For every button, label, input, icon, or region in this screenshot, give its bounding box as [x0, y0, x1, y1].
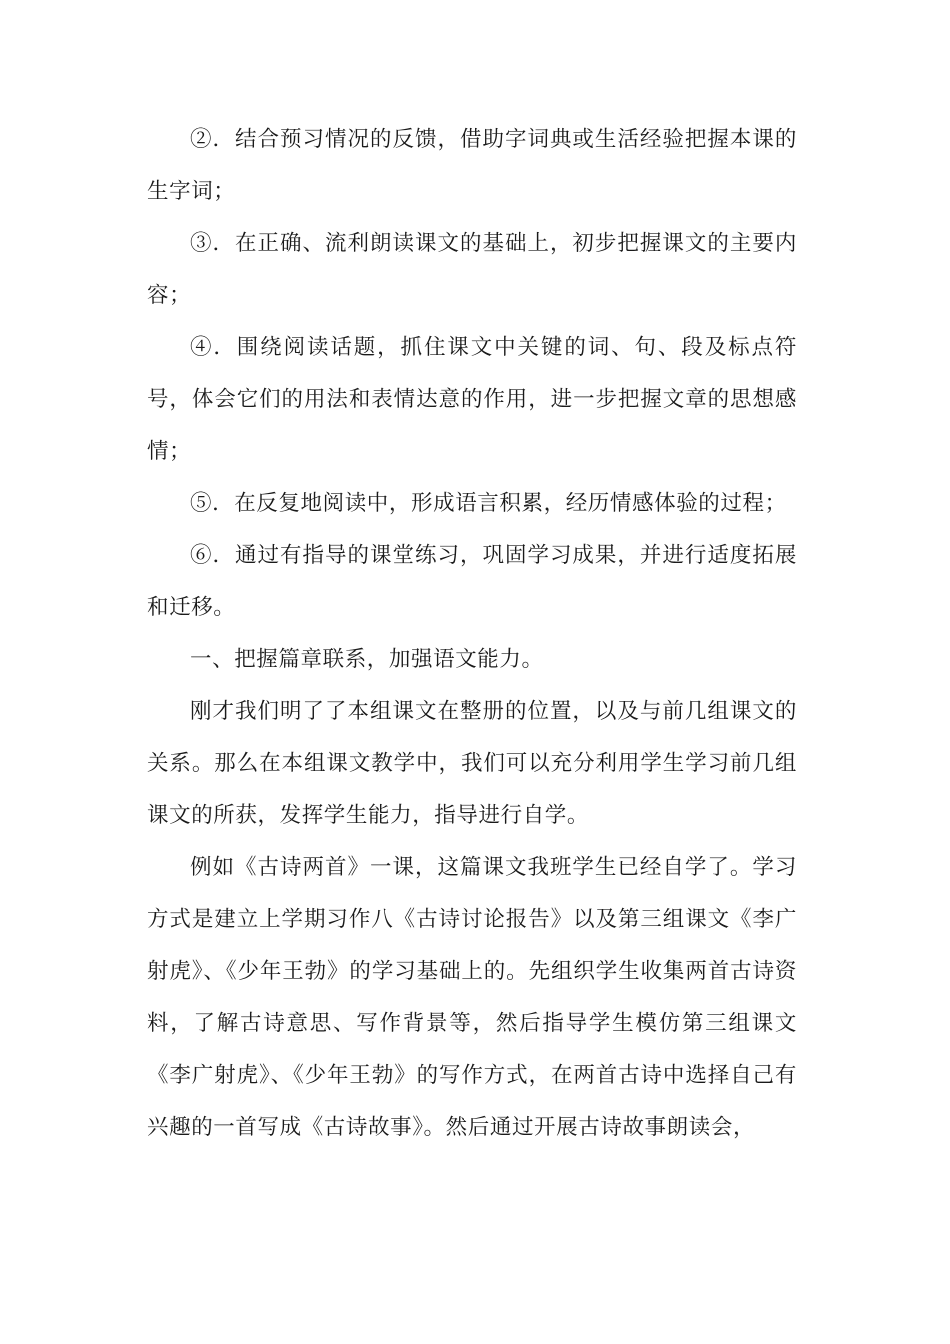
paragraph-objective-2: ②．结合预习情况的反馈，借助字词典或生活经验把握本课的生字词； — [147, 127, 797, 204]
section-heading: 一、把握篇章联系，加强语文能力。 — [190, 647, 544, 672]
paragraph-objective-6: ⑥．通过有指导的课堂练习，巩固学习成果，并进行适度拓展和迁移。 — [147, 543, 797, 620]
paragraph-body-2: 例如《古诗两首》一课，这篇课文我班学生已经自学了。学习方式是建立上学期习作八《古诗讨论报告》以及第三组课文《李广射虎》、《少年王勃》的学习基础上的。先组织学生收集两首古诗资料，了解古诗意思、写作背景等，然后指导学生模仿第三组课文《李广射虎》、《少年王勃》的写作方式，在两首古诗中选择自己有兴趣的一首写成《古诗故事》。然后通过开展古诗故事朗读会， — [147, 855, 797, 1140]
paragraph-objective-4: ④．围绕阅读话题，抓住课文中关键的词、句、段及标点符号，体会它们的用法和表情达意的作用，进一步把握文章的思想感情； — [147, 335, 797, 464]
paragraph-objective-5: ⑤．在反复地阅读中，形成语言积累，经历情感体验的过程； — [190, 491, 787, 516]
paragraph-objective-3: ③．在正确、流利朗读课文的基础上，初步把握课文的主要内容； — [147, 231, 797, 308]
paragraph-body-1: 刚才我们明了了本组课文在整册的位置，以及与前几组课文的关系。那么在本组课文教学中，我们可以充分利用学生学习前几组课文的所获，发挥学生能力，指导进行自学。 — [147, 699, 797, 828]
document-body — [147, 114, 797, 1154]
